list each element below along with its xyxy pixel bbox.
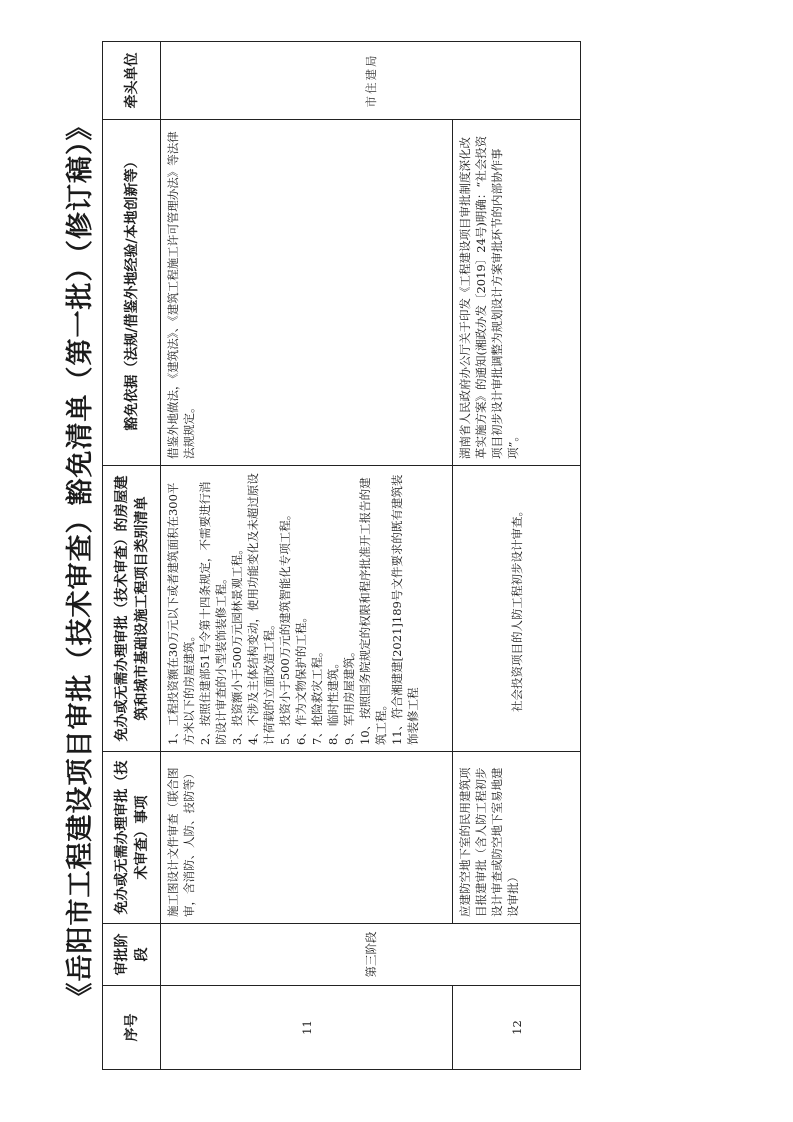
row-stage: 第三阶段 bbox=[161, 924, 581, 986]
row-lead: 市住建局 bbox=[161, 42, 581, 120]
list-item: 4、不涉及主体结构变动，使用功能变化及未超过原设计荷载的立面改造工程。 bbox=[246, 473, 276, 745]
row-basis: 借鉴外地做法，《建筑法》、《建筑工程施工许可管理办法》等法律法规规定。 bbox=[161, 120, 453, 466]
document-title: 《岳阳市工程建设项目审批（技术审查）豁免清单（第一批）（修订稿）》 bbox=[65, 112, 96, 1010]
header-category: 免办或无需办理审批（技术审查）的房屋建筑和城市基础设施工程项目类别清单 bbox=[103, 466, 161, 752]
row-category bbox=[161, 466, 453, 752]
row-seq: 11 bbox=[161, 986, 453, 1070]
list-item: 11、符合湘建建[2021]189号文件要求的既有建筑装饰装修工程 bbox=[390, 474, 420, 745]
table-header-row bbox=[103, 42, 161, 1070]
table-row bbox=[161, 42, 453, 1070]
list-item: 9、军用房屋建筑。 bbox=[342, 645, 356, 745]
header-item: 免办或无需办理审批（技术审查）事项 bbox=[103, 752, 161, 924]
header-seq: 序号 bbox=[103, 986, 161, 1070]
list-item: 7、抢险救灾工程。 bbox=[310, 645, 324, 745]
list-item: 10、按照国务院规定的权限和程序批准开工报告的建筑工程。 bbox=[358, 477, 388, 745]
list-item: 5、投资小于500万元的建筑智能化专项工程。 bbox=[278, 508, 292, 745]
list-item: 1、工程投资额在30万元以下或者建筑面积在300平方米以下的房屋建筑。 bbox=[166, 482, 196, 745]
exemption-table bbox=[102, 41, 581, 1070]
list-item: 3、投资额小于500万元园林景观工程。 bbox=[230, 543, 244, 745]
row-item: 施工图设计文件审查（联合图审，含消防、人防、技防等） bbox=[161, 752, 453, 924]
list-item: 8、临时性建筑。 bbox=[326, 657, 340, 745]
header-lead: 牵头单位 bbox=[103, 42, 161, 120]
row-seq: 12 bbox=[453, 986, 581, 1070]
list-item: 2、按照住建部51号令第十四条规定，不需要进行消防设计审查的小型装饰装修工程。 bbox=[198, 481, 228, 745]
header-basis: 豁免依据（法规/借鉴外地经验/本地创新等） bbox=[103, 120, 161, 466]
list-item: 6、作为文物保护的工程。 bbox=[294, 611, 308, 745]
category-list bbox=[165, 472, 421, 745]
row-category: 社会投资项目的人防工程初步设计审查。 bbox=[453, 466, 581, 752]
table-row bbox=[453, 42, 581, 1070]
row-basis: 湖南省人民政府办公厅关于印发《工程建设项目审批制度深化改革实施方案》的通知(湘政办发〔2019〕24号)明确：“社会投资项目初步设计审批调整为规划设计方案审批环节的内部协作事项”。 bbox=[453, 120, 581, 466]
row-item: 应建防空地下室的民用建筑项目报建审批（含人防工程初步设计审查或防空地下室易地建设审批） bbox=[453, 752, 581, 924]
header-stage: 审批阶段 bbox=[103, 924, 161, 986]
